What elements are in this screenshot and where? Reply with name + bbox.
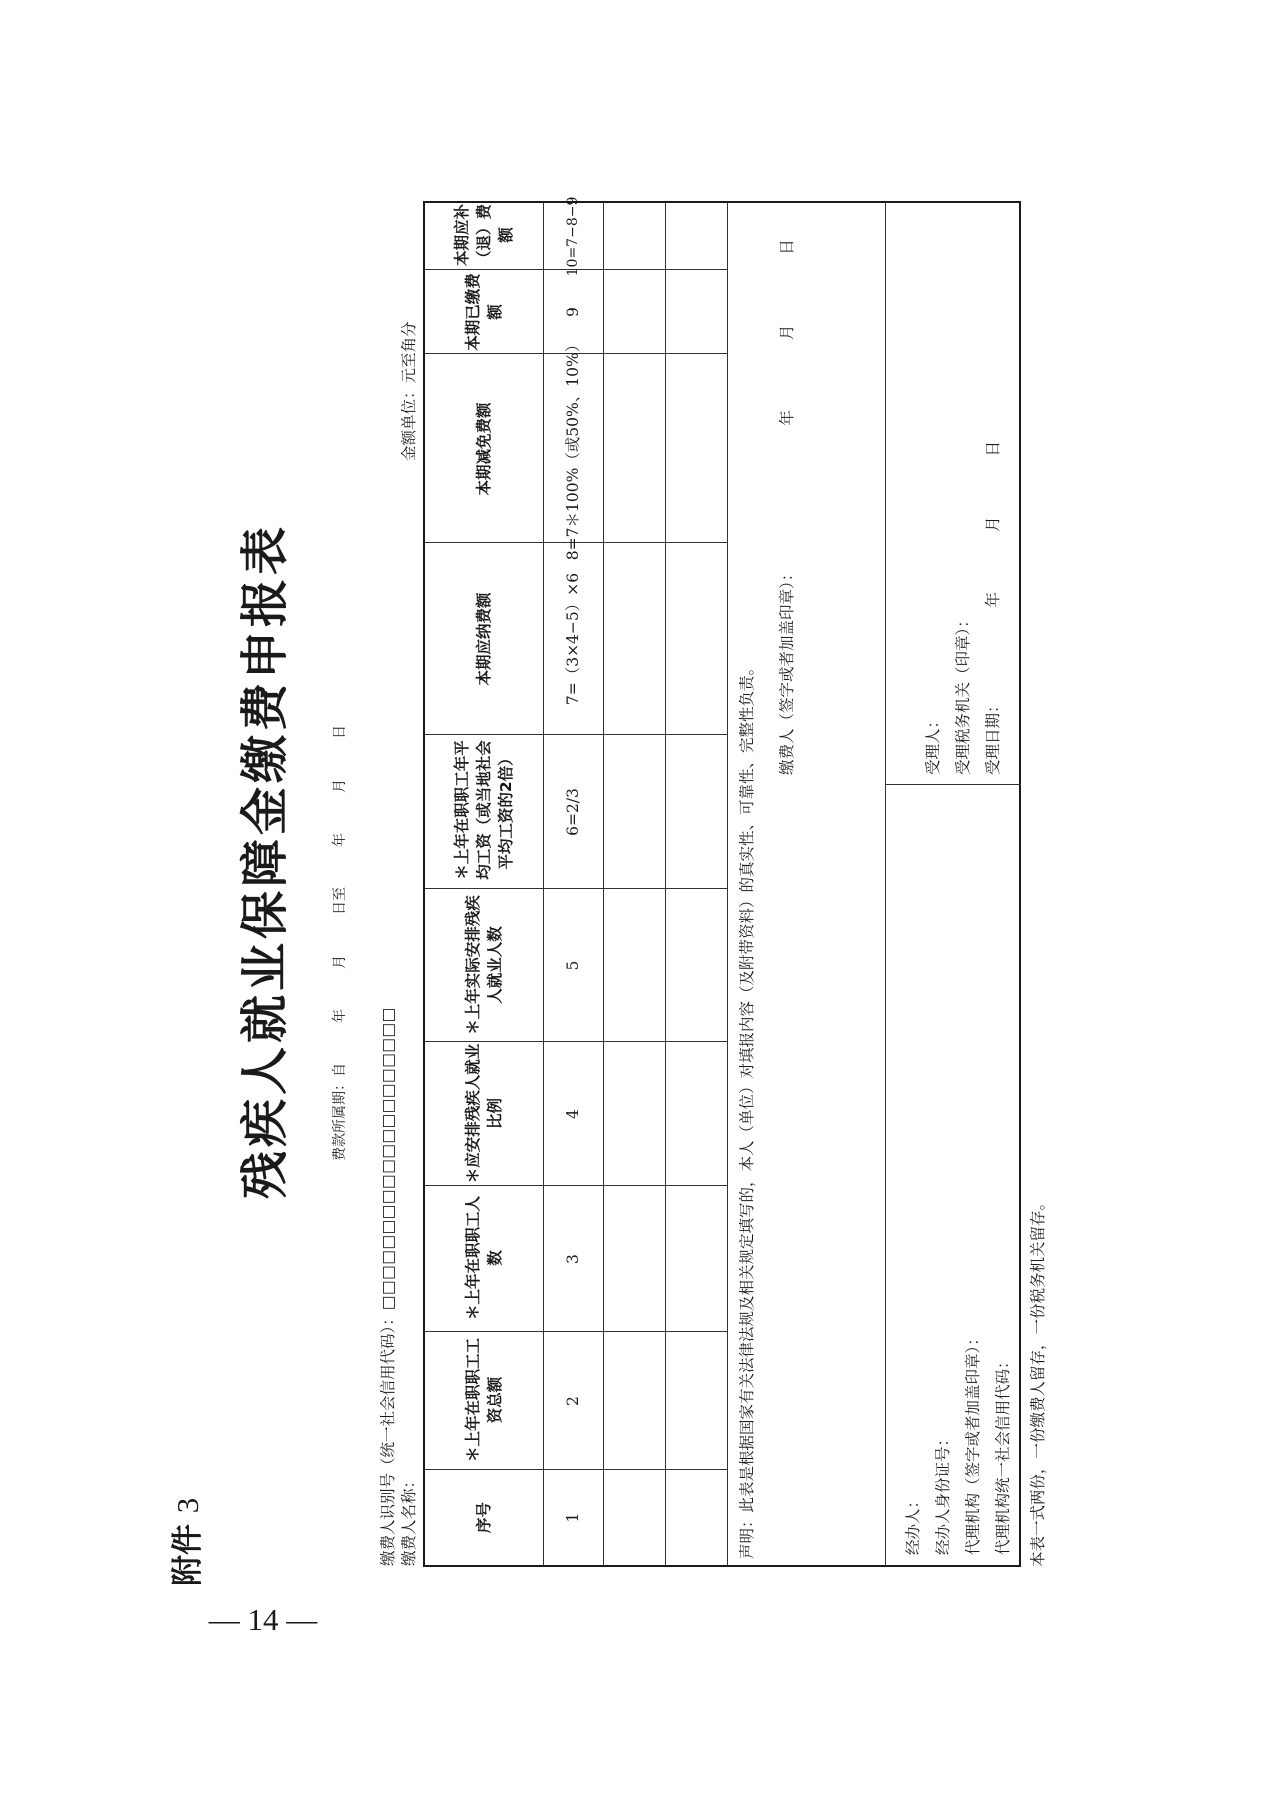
amount-unit: 金额单位：元至角分 (400, 321, 418, 461)
accept-date-field[interactable]: 受理日期：年月日 (984, 440, 1002, 775)
payer-id-field[interactable]: 缴费人识别号（统一社会信用代码）：□□□□□□□□□□□□□□□□□□□□ (379, 1007, 397, 1566)
header-actual-disabled: ＊上年实际安排残疾人就业人数 (464, 895, 504, 1035)
tax-office-field[interactable]: 受理税务机关（印章）： (954, 612, 972, 775)
formula-5: 5 (564, 960, 582, 971)
formula-7: 7=（3×4−5）×6 (564, 572, 582, 706)
header-employee-count: ＊上年在职职工人数 (464, 1196, 504, 1321)
header-refund: 本期应补（退）费额 (453, 203, 515, 266)
payer-name-field[interactable]: 缴费人名称： (400, 1472, 418, 1566)
formula-2: 2 (564, 1396, 582, 1406)
formula-10: 10=7−8−9 (565, 196, 581, 277)
page-number: — 14 — (208, 1602, 318, 1637)
formula-1: 1 (564, 1512, 582, 1523)
formula-4: 4 (564, 1109, 582, 1119)
payer-id-boxes: □□□□□□□□□□□□□□□□□□□□ (379, 1007, 397, 1311)
payer-signature[interactable]: 缴费人（签字或者加盖印章）：年月日 (778, 239, 796, 775)
header-total-wages: ＊上年在职职工工资总额 (464, 1337, 504, 1462)
formula-6: 6=2/3 (564, 788, 582, 836)
fee-period: 费款所属期：自年月日至年月日 (332, 725, 348, 1161)
operator-id-field[interactable]: 经办人身份证号： (934, 1430, 952, 1555)
receiver-field[interactable]: 受理人： (924, 712, 942, 775)
attachment-label: 附件 3 (170, 1497, 206, 1586)
header-payable: 本期应纳费额 (475, 592, 493, 686)
formula-3: 3 (564, 1254, 582, 1264)
header-required-ratio: ＊应安排残疾人就业比例 (464, 1043, 504, 1184)
page-title: 残疾人就业保障金缴费申报表 (237, 523, 293, 1200)
header-average-wage: ＊上年在职职工年平均工资（或当地社会平均工资的2倍） (453, 740, 515, 880)
header-serial: 序号 (475, 1502, 493, 1534)
header-paid: 本期已缴费额 (464, 273, 504, 351)
declaration-text: 声明：此表是根据国家有关法律法规及相关规定填写的，本人（单位）对填报内容（及附带资料）的真实性、可靠性、完整性负责。 (738, 659, 756, 1559)
agency-code-field[interactable]: 代理机构统一社会信用代码： (994, 1353, 1012, 1555)
header-reduction: 本期减免费额 (475, 402, 493, 496)
formula-8: 8=7＊100%（或50%、10%） (564, 336, 582, 561)
footnote: 本表一式两份，一份缴费人留存，一份税务机关留存。 (1029, 1194, 1047, 1567)
declaration-form (423, 196, 1021, 1567)
formula-9: 9 (564, 307, 582, 317)
agency-field[interactable]: 代理机构（签字或者加盖印章）： (964, 1330, 982, 1555)
operator-field[interactable]: 经办人： (904, 1492, 922, 1555)
